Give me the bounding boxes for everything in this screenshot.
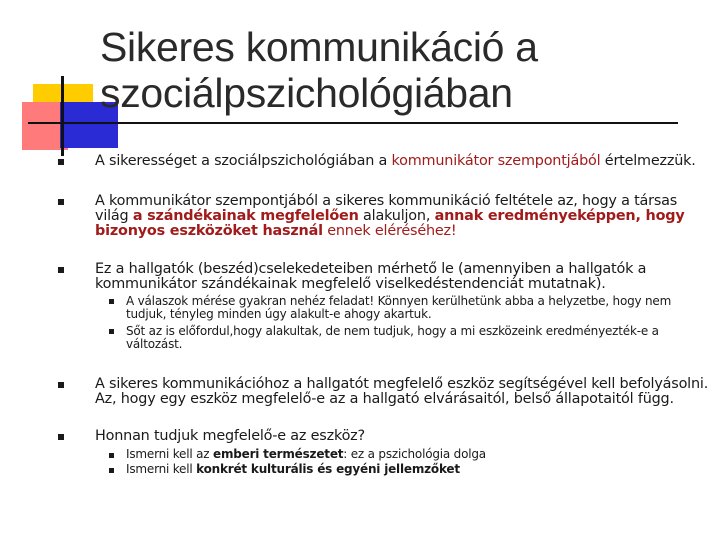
- bullet-marker: [58, 267, 64, 273]
- sub-bullet-marker: [109, 299, 114, 304]
- title-line-2: szociálpszichológiában: [100, 70, 513, 116]
- text-segment: A sikerességet a szociálpszichológiában a: [95, 153, 392, 169]
- sub-bullet-marker: [109, 453, 114, 458]
- bullet-text-2: [95, 194, 705, 239]
- bullet-marker: [58, 382, 64, 388]
- sub-bullet-text-3-1: [126, 295, 711, 321]
- sub-bullet-marker: [109, 329, 114, 334]
- text-line: Ez a hallgatók (beszéd)cselekedeteiben mérhető le (amennyiben a hallgatók a: [95, 261, 647, 277]
- bullet-marker: [58, 434, 64, 440]
- highlight-szandek: a szándékainak megfelelően: [132, 208, 359, 224]
- text-line: Sőt az is előfordul,hogy alakultak, de nem tudjuk, hogy a mi eszközeink eredményezték-e a: [126, 324, 659, 338]
- sub-bullet-marker: [109, 468, 114, 473]
- bullet-text-5: [95, 429, 705, 444]
- text-segment: : ez a pszichológia dolga: [343, 447, 486, 461]
- text-segment: alakuljon,: [358, 208, 435, 224]
- bold-kulturalis-jellemzok: konkrét kulturális és egyéni jellemzőket: [196, 462, 460, 476]
- bullet-marker: [58, 199, 64, 205]
- text-segment: világ: [95, 208, 133, 224]
- text-line: Az, hogy egy eszköz megfelelő-e az a hallgató elvárásaitól, belső állapotaitól függ.: [95, 391, 674, 407]
- text-segment: értelmezzük.: [600, 153, 696, 169]
- text-line: kommunikátor szándékainak megfelelő viselkedéstendenciát mutatnak).: [95, 276, 606, 292]
- text-line: A válaszok mérése gyakran nehéz feladat! Könnyen kerülhetünk abba a helyzetbe, hogy nem: [126, 294, 672, 308]
- text-segment: Ismerni kell az: [126, 447, 213, 461]
- bullet-text-3: [95, 262, 705, 292]
- highlight-eszkoz: bizonyos eszközöket használ: [95, 223, 323, 239]
- bullet-marker: [58, 159, 64, 165]
- title-underline: [28, 122, 678, 124]
- text-segment: ennek eléréséhez!: [322, 223, 457, 239]
- text-segment: A kommunikátor szempontjából a sikeres kommunikáció feltétele az, hogy a társas: [95, 193, 678, 209]
- bullet-text-1: [95, 154, 705, 169]
- text-line: tudjuk, tényleg minden úgy alakult-e ahogy akartuk.: [126, 307, 432, 321]
- decorative-vertical-line: [61, 76, 64, 156]
- highlight-eredmeny: annak eredményeképpen, hogy: [434, 208, 685, 224]
- slide-title: [100, 24, 538, 116]
- bold-emberi-termeszet: emberi természetet: [213, 447, 344, 461]
- sub-bullet-text-5-2: [126, 463, 711, 476]
- text-line: A sikeres kommunikációhoz a hallgatót megfelelő eszköz segítségével kell befolyásolni.: [95, 376, 709, 392]
- title-line-1: Sikeres kommunikáció a: [100, 24, 538, 70]
- text-line: változást.: [126, 337, 183, 351]
- text-segment: Ismerni kell: [126, 462, 197, 476]
- sub-bullet-text-3-2: [126, 325, 711, 351]
- text-line: Honnan tudjuk megfelelő-e az eszköz?: [95, 428, 365, 444]
- bullet-text-4: [95, 377, 710, 407]
- highlight-kommunikator: kommunikátor szempontjából: [391, 153, 601, 169]
- sub-bullet-text-5-1: [126, 448, 711, 461]
